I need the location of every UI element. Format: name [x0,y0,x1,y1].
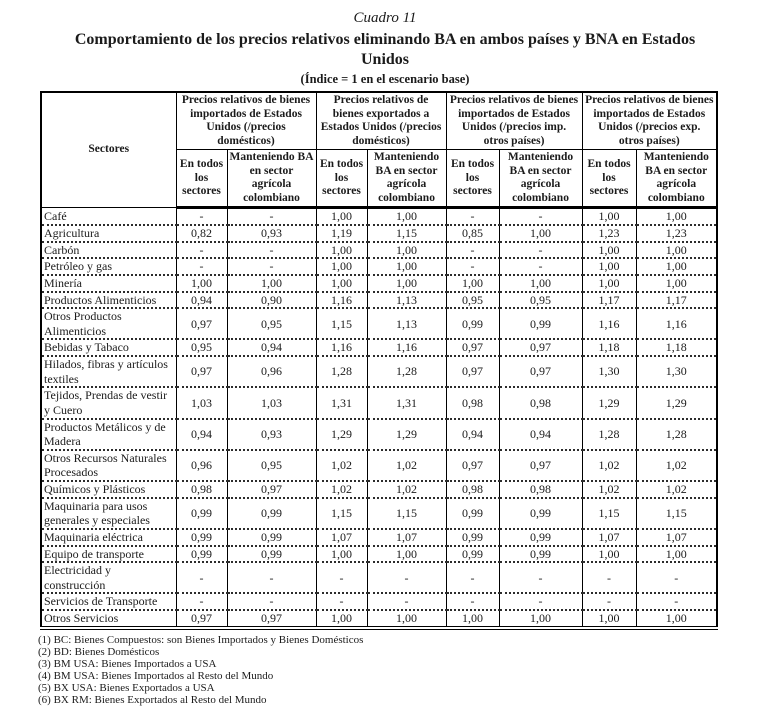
sub-header-5: En todos los sectores [446,150,499,208]
value-cell: 1,15 [316,498,367,529]
value-cell: - [499,208,582,225]
value-cell: - [446,593,499,610]
footnote-5: (5) BX USA: Bienes Exportados a USA [38,682,215,695]
value-cell: 1,00 [582,242,636,259]
value-cell: 1,28 [367,356,446,387]
table-row [41,339,717,356]
value-cell: 0,99 [176,498,227,529]
value-cell: 1,00 [316,242,367,259]
value-cell: - [227,258,316,275]
page-subtitle: (Índice = 1 en el escenario base) [300,71,470,86]
value-cell: 1,30 [582,356,636,387]
sub-header-3: En todos los sectores [316,150,367,208]
value-cell: 0,95 [227,308,316,339]
value-cell: 1,03 [227,387,316,418]
table-row [41,529,717,546]
value-cell: - [227,242,316,259]
value-cell: - [316,562,367,593]
sector-cell: Maquinaria eléctrica [41,529,176,546]
value-cell: 1,00 [316,275,367,292]
table-row [41,308,717,339]
table-row [41,481,717,498]
value-cell: 1,15 [582,498,636,529]
value-cell: 1,00 [446,610,499,628]
value-cell: 1,16 [367,339,446,356]
value-cell: - [446,242,499,259]
value-cell: 0,99 [446,498,499,529]
footnote-4: (4) BM USA: Bienes Importados al Resto del Mundo [38,669,274,682]
value-cell: 1,02 [636,450,717,481]
value-cell: 0,98 [176,481,227,498]
sub-header-2: Manteniendo BA en sector agrícola colombiano [227,150,316,208]
sub-header-6: Manteniendo BA en sector agrícola colombiano [499,150,582,208]
sub-header-1: En todos los sectores [176,150,227,208]
value-cell: 0,90 [227,292,316,309]
sector-cell: Otros Recursos Naturales Procesados [41,450,176,481]
value-cell: - [176,242,227,259]
value-cell: 0,99 [227,529,316,546]
value-cell: 1,16 [636,308,717,339]
value-cell: 1,00 [316,546,367,563]
value-cell: 1,00 [636,208,717,225]
value-cell: 1,13 [367,292,446,309]
table-row [41,356,717,387]
value-cell: 0,94 [499,419,582,450]
value-cell: 1,00 [499,610,582,628]
group-header-row [41,92,717,150]
value-cell: 0,99 [499,308,582,339]
value-cell: - [316,593,367,610]
table-number: Cuadro 11 [353,10,417,26]
table-row [41,562,717,593]
value-cell: 0,99 [176,529,227,546]
sector-cell: Productos Alimenticios [41,292,176,309]
value-cell: 1,00 [636,546,717,563]
value-cell: 0,98 [499,387,582,418]
value-cell: 0,99 [499,529,582,546]
value-cell: 0,99 [446,529,499,546]
value-cell: 1,18 [582,339,636,356]
value-cell: 0,97 [446,450,499,481]
sector-cell: Servicios de Transporte [41,593,176,610]
sub-header-8: Manteniendo BA en sector agrícola colombiano [636,150,717,208]
value-cell: - [446,208,499,225]
value-cell: 1,00 [636,258,717,275]
value-cell: 0,94 [176,419,227,450]
value-cell: - [367,593,446,610]
value-cell: - [636,562,717,593]
table-row [41,450,717,481]
value-cell: 1,18 [636,339,717,356]
table-row [41,225,717,242]
value-cell: 1,00 [367,208,446,225]
value-cell: - [446,258,499,275]
value-cell: 0,97 [176,308,227,339]
value-cell: 0,94 [446,419,499,450]
value-cell: 0,95 [499,292,582,309]
value-cell: 0,82 [176,225,227,242]
value-cell: 0,97 [176,356,227,387]
value-cell: 1,00 [367,242,446,259]
value-cell: 1,02 [316,450,367,481]
value-cell: 1,00 [636,275,717,292]
value-cell: - [176,208,227,225]
value-cell: 0,97 [446,356,499,387]
value-cell: - [227,593,316,610]
value-cell: 1,00 [582,610,636,628]
value-cell: 1,29 [316,419,367,450]
footnote-6: (6) BX RM: Bienes Exportados al Resto del Mundo [38,694,267,706]
sector-cell: Maquinaria para usos generales y especiales [41,498,176,529]
value-cell: 1,00 [227,275,316,292]
value-cell: 0,99 [176,546,227,563]
value-cell: 1,02 [582,450,636,481]
sector-cell: Café [41,208,176,225]
value-cell: 1,16 [316,292,367,309]
sector-cell: Minería [41,275,176,292]
value-cell: 1,02 [582,481,636,498]
page-title: Comportamiento de los precios relativos eliminando BA en ambos países y BNA en Estados Unidos [74,31,696,69]
value-cell: 1,00 [636,242,717,259]
value-cell: 1,17 [582,292,636,309]
table-row [41,498,717,529]
value-cell: 1,31 [316,387,367,418]
value-cell: 1,00 [499,225,582,242]
value-cell: 1,00 [582,258,636,275]
value-cell: 1,23 [582,225,636,242]
value-cell: 0,97 [499,339,582,356]
sector-cell: Químicos y Plásticos [41,481,176,498]
value-cell: - [499,562,582,593]
relative-prices-table [40,91,718,630]
group-header-1: Precios relativos de bienes importados de Estados Unidos (/precios domésticos) [176,92,316,150]
value-cell: 1,07 [316,529,367,546]
value-cell: 1,02 [636,481,717,498]
sector-cell: Productos Metálicos y de Madera [41,419,176,450]
value-cell: 0,97 [499,356,582,387]
value-cell: 1,15 [636,498,717,529]
value-cell: - [446,562,499,593]
value-cell: 1,19 [316,225,367,242]
sector-cell: Petróleo y gas [41,258,176,275]
footnote-1: (1) BC: Bienes Compuestos: son Bienes Importados y Bienes Domésticos [38,633,364,646]
table-header [41,92,717,208]
value-cell: 1,07 [367,529,446,546]
value-cell: 0,97 [227,610,316,628]
value-cell: 1,00 [582,275,636,292]
table-row [41,419,717,450]
value-cell: 1,07 [582,529,636,546]
value-cell: 1,16 [582,308,636,339]
value-cell: 1,29 [582,387,636,418]
value-cell: 1,00 [316,610,367,628]
value-cell: 1,23 [636,225,717,242]
value-cell: 0,97 [176,610,227,628]
value-cell: - [176,258,227,275]
value-cell: 0,95 [227,450,316,481]
sector-cell: Otros Servicios [41,610,176,628]
value-cell: 0,85 [446,225,499,242]
value-cell: 1,00 [636,610,717,628]
value-cell: 0,98 [446,481,499,498]
value-cell: 1,31 [367,387,446,418]
table-row [41,610,717,628]
value-cell: 1,28 [582,419,636,450]
value-cell: - [176,562,227,593]
value-cell: 1,17 [636,292,717,309]
value-cell: 1,00 [176,275,227,292]
value-cell: 0,94 [227,339,316,356]
value-cell: 1,00 [316,258,367,275]
value-cell: 1,15 [367,498,446,529]
value-cell: 0,95 [446,292,499,309]
value-cell: 1,00 [367,258,446,275]
sector-cell: Otros Productos Alimenticios [41,308,176,339]
value-cell: 1,15 [316,308,367,339]
value-cell: 1,00 [582,208,636,225]
value-cell: 1,16 [316,339,367,356]
value-cell: 0,95 [176,339,227,356]
value-cell: - [499,593,582,610]
value-cell: 1,02 [367,450,446,481]
value-cell: - [367,562,446,593]
table-row [41,275,717,292]
sub-header-7: En todos los sectores [582,150,636,208]
value-cell: 1,00 [582,546,636,563]
table-row [41,208,717,225]
value-cell: 1,13 [367,308,446,339]
table-row [41,387,717,418]
value-cell: - [582,562,636,593]
value-cell: 0,99 [227,498,316,529]
value-cell: 1,00 [446,275,499,292]
value-cell: 0,94 [176,292,227,309]
group-header-3: Precios relativos de bienes importados de Estados Unidos (/precios imp. otros países) [446,92,582,150]
value-cell: 0,99 [446,546,499,563]
sector-cell: Electricidad y construcción [41,562,176,593]
sector-cell: Bebidas y Tabaco [41,339,176,356]
sectors-column-header: Sectores [41,92,176,208]
value-cell: 0,98 [446,387,499,418]
value-cell: 0,96 [176,450,227,481]
title-block [0,10,770,87]
value-cell: 1,02 [316,481,367,498]
table-body [41,208,717,628]
value-cell: - [227,562,316,593]
value-cell: 1,29 [636,387,717,418]
table-row [41,242,717,259]
value-cell: 1,28 [316,356,367,387]
value-cell: 1,28 [636,419,717,450]
table-row [41,546,717,563]
value-cell: 1,00 [316,208,367,225]
value-cell: 0,97 [446,339,499,356]
value-cell: - [176,593,227,610]
sector-cell: Equipo de transporte [41,546,176,563]
value-cell: 0,99 [446,308,499,339]
group-header-4: Precios relativos de bienes importados de Estados Unidos (/precios exp. otros países) [582,92,717,150]
value-cell: 0,93 [227,225,316,242]
table-row [41,593,717,610]
sector-cell: Carbón [41,242,176,259]
table-row [41,292,717,309]
sub-header-4: Manteniendo BA en sector agrícola colombiano [367,150,446,208]
value-cell: 1,03 [176,387,227,418]
value-cell: - [636,593,717,610]
value-cell: 0,97 [499,450,582,481]
value-cell: - [582,593,636,610]
value-cell: 0,99 [227,546,316,563]
sector-cell: Hilados, fibras y artículos textiles [41,356,176,387]
value-cell: 0,98 [499,481,582,498]
footnote-3: (3) BM USA: Bienes Importados a USA [38,657,217,670]
value-cell: 1,30 [636,356,717,387]
value-cell: 0,93 [227,419,316,450]
value-cell: 0,99 [499,546,582,563]
value-cell: 1,00 [367,546,446,563]
value-cell: 1,07 [636,529,717,546]
value-cell: 1,15 [367,225,446,242]
value-cell: 1,02 [367,481,446,498]
sector-cell: Tejidos, Prendas de vestir y Cuero [41,387,176,418]
footnote-2: (2) BD: Bienes Domésticos [38,645,160,658]
table-row [41,258,717,275]
value-cell: 1,00 [367,275,446,292]
value-cell: 0,97 [227,481,316,498]
value-cell: - [499,258,582,275]
value-cell: 1,00 [367,610,446,628]
value-cell: 0,96 [227,356,316,387]
value-cell: 1,29 [367,419,446,450]
value-cell: - [227,208,316,225]
value-cell: 1,00 [499,275,582,292]
group-header-2: Precios relativos de bienes exportados a Estados Unidos (/precios domésticos) [316,92,446,150]
value-cell: - [499,242,582,259]
sector-cell: Agricultura [41,225,176,242]
value-cell: 0,99 [499,498,582,529]
footnotes [38,634,770,706]
